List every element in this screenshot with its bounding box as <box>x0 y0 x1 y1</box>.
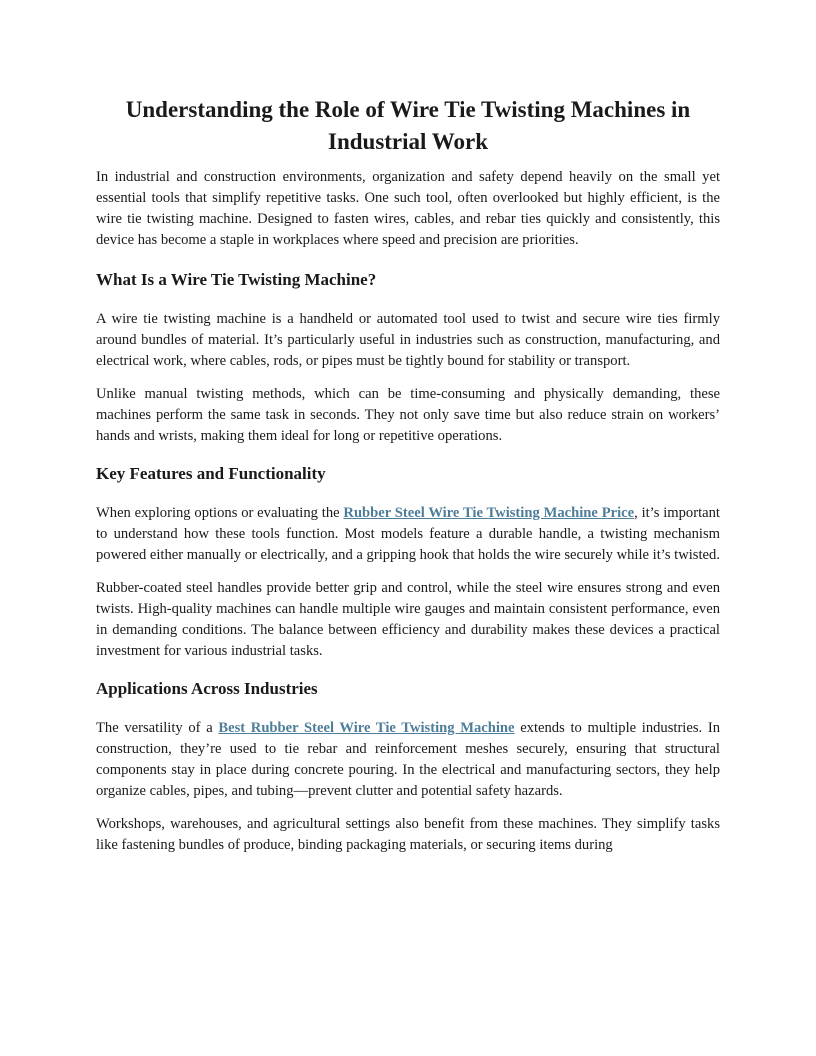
applications-text-after: extends to multiple industries. In construction, they’re used to tie rebar and reinforcement meshes securely, ensuring that structural components stay in place during concrete pouring. In the electrical and manufacturing sectors, they help organize cables, pipes, and tubing—prevent clutter and potential safety hazards. <box>96 720 720 799</box>
best-machine-link[interactable]: Best Rubber Steel Wire Tie Twisting Machine <box>218 720 515 736</box>
applications-paragraph-2: Workshops, warehouses, and agricultural settings also benefit from these machines. They simplify tasks like fastening bundles of produce, binding packaging materials, or securing items during <box>96 816 720 853</box>
key-features-paragraph-1 <box>96 503 720 566</box>
what-is-paragraph-2: Unlike manual twisting methods, which can be time-consuming and physically demanding, these machines perform the same task in seconds. They not only save time but also reduce strain on workers’ hands and wrists, making them ideal for long or repetitive operations. <box>96 386 720 444</box>
intro-paragraph: In industrial and construction environments, organization and safety depend heavily on the small yet essential tools that simplify repetitive tasks. One such tool, often overlooked but highly efficient, is the wire tie twisting machine. Designed to fasten wires, cables, and rebar ties quickly and consistently, this device has become a staple in workplaces where speed and precision are priorities. <box>96 169 720 248</box>
what-is-paragraph-1: A wire tie twisting machine is a handheld or automated tool used to twist and secure wire ties firmly around bundles of material. It’s particularly useful in industries such as construction, manufacturing, and electrical work, where cables, rods, or pipes must be tightly bound for stability or transport. <box>96 311 720 369</box>
section-heading-key-features: Key Features and Functionality <box>96 464 326 483</box>
page-title: Understanding the Role of Wire Tie Twisting Machines in Industrial Work <box>125 97 691 154</box>
document-page <box>96 94 720 868</box>
price-link[interactable]: Rubber Steel Wire Tie Twisting Machine Price <box>343 505 635 521</box>
key-features-paragraph-2: Rubber-coated steel handles provide better grip and control, while the steel wire ensures strong and even twists. High-quality machines can handle multiple wire gauges and maintain consistent performance, even in demanding conditions. The balance between efficiency and durability makes these devices a practical investment for various industrial tasks. <box>96 580 720 659</box>
section-heading-what-is: What Is a Wire Tie Twisting Machine? <box>96 270 377 289</box>
key-features-text-before: When exploring options or evaluating the <box>96 505 344 521</box>
applications-paragraph-1 <box>96 718 720 802</box>
applications-text-before: The versatility of a <box>96 720 219 736</box>
section-heading-applications: Applications Across Industries <box>96 679 318 698</box>
key-features-text-after: , it’s important to understand how these tools function. Most models feature a durable handle, a twisting mechanism powered either manually or electrically, and a gripping hook that holds the wire securely while it’s twisted. <box>96 505 720 563</box>
